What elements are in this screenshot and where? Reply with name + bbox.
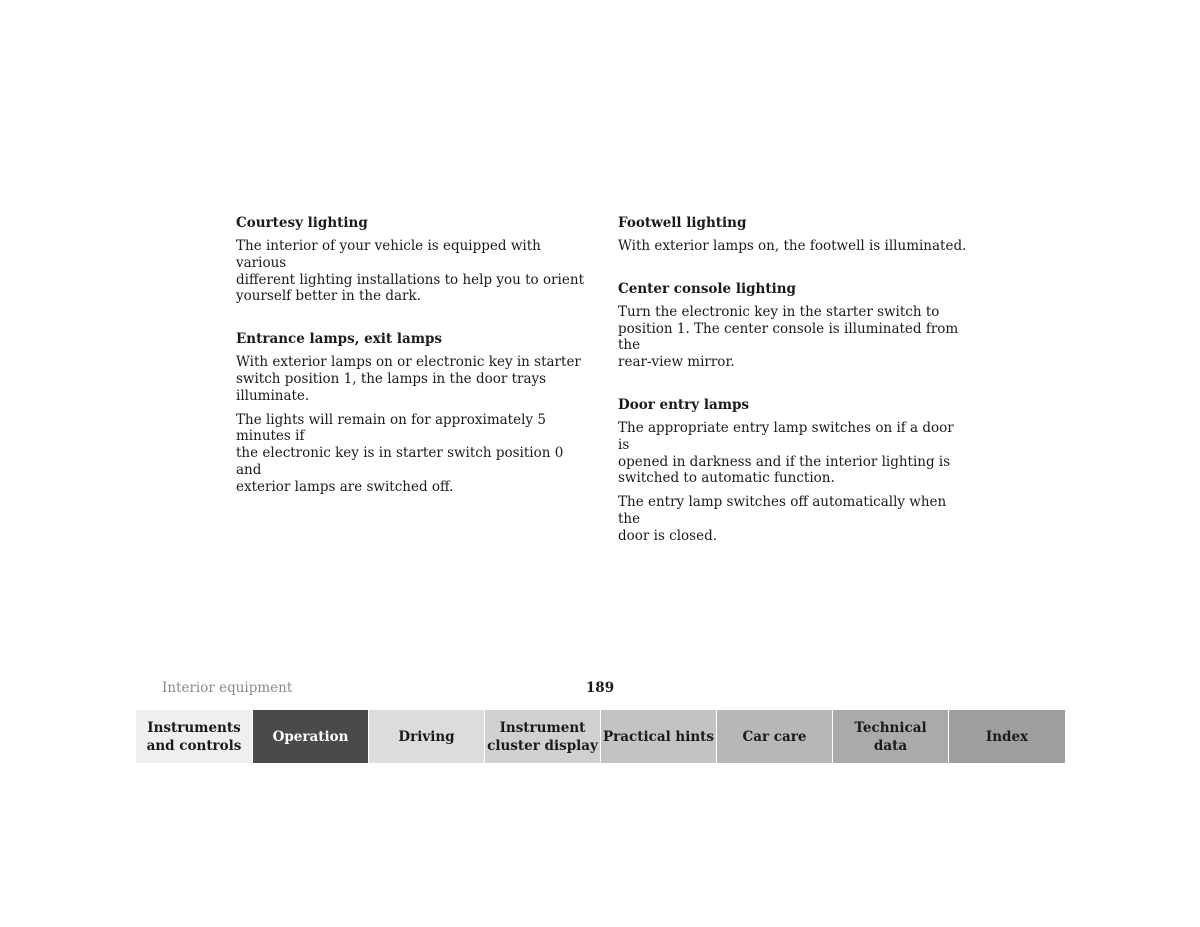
- tab-technical-data[interactable]: Technical data: [833, 710, 949, 763]
- courtesy-lighting-text: The interior of your vehicle is equipped with various different lighting installations to help you to orient yourself better in the dark.: [236, 238, 584, 305]
- entrance-lamps-text-1: With exterior lamps on or electronic key in starter switch position 1, the lamps in the door trays illuminate.: [236, 354, 581, 404]
- chapter-nav: [136, 710, 1065, 763]
- tab-instruments-and-controls[interactable]: Instruments and controls: [136, 710, 253, 763]
- tab-instrument-cluster-display[interactable]: Instrument cluster display: [485, 710, 601, 763]
- tab-car-care[interactable]: Car care: [717, 710, 833, 763]
- door-entry-text-1: The appropriate entry lamp switches on if a door is opened in darkness and if the interior lighting is switched to automatic function.: [618, 419, 954, 487]
- door-entry-heading: Door entry lamps: [618, 396, 750, 413]
- tab-operation[interactable]: Operation: [253, 710, 369, 763]
- entrance-lamps-text-2: The lights will remain on for approximately 5 minutes if the electronic key is in starter switch position 0 and exterior lamps are switched off.: [236, 411, 564, 495]
- entrance-lamps-section: [236, 330, 586, 495]
- courtesy-lighting-section: [236, 214, 586, 305]
- footwell-lighting-section: [618, 214, 968, 255]
- left-column: [236, 214, 586, 496]
- footer-section-title: Interior equipment: [162, 680, 293, 696]
- center-console-section: [618, 280, 968, 371]
- right-column: [618, 214, 968, 545]
- entrance-lamps-heading: Entrance lamps, exit lamps: [236, 331, 443, 348]
- courtesy-lighting-heading: Courtesy lighting: [236, 215, 368, 231]
- footwell-lighting-text: With exterior lamps on, the footwell is illuminated.: [618, 238, 967, 254]
- tab-driving[interactable]: Driving: [369, 710, 485, 763]
- tab-index[interactable]: Index: [949, 710, 1065, 763]
- center-console-heading: Center console lighting: [618, 280, 796, 297]
- tab-practical-hints[interactable]: Practical hints: [601, 710, 717, 763]
- door-entry-text-2: The entry lamp switches off automatically when the door is closed.: [618, 494, 947, 544]
- footwell-lighting-heading: Footwell lighting: [618, 215, 747, 231]
- door-entry-section: [618, 396, 968, 545]
- page-number: 189: [585, 680, 615, 696]
- center-console-text: Turn the electronic key in the starter switch to position 1. The center console is illuminated from the rear-view mirror.: [618, 303, 959, 371]
